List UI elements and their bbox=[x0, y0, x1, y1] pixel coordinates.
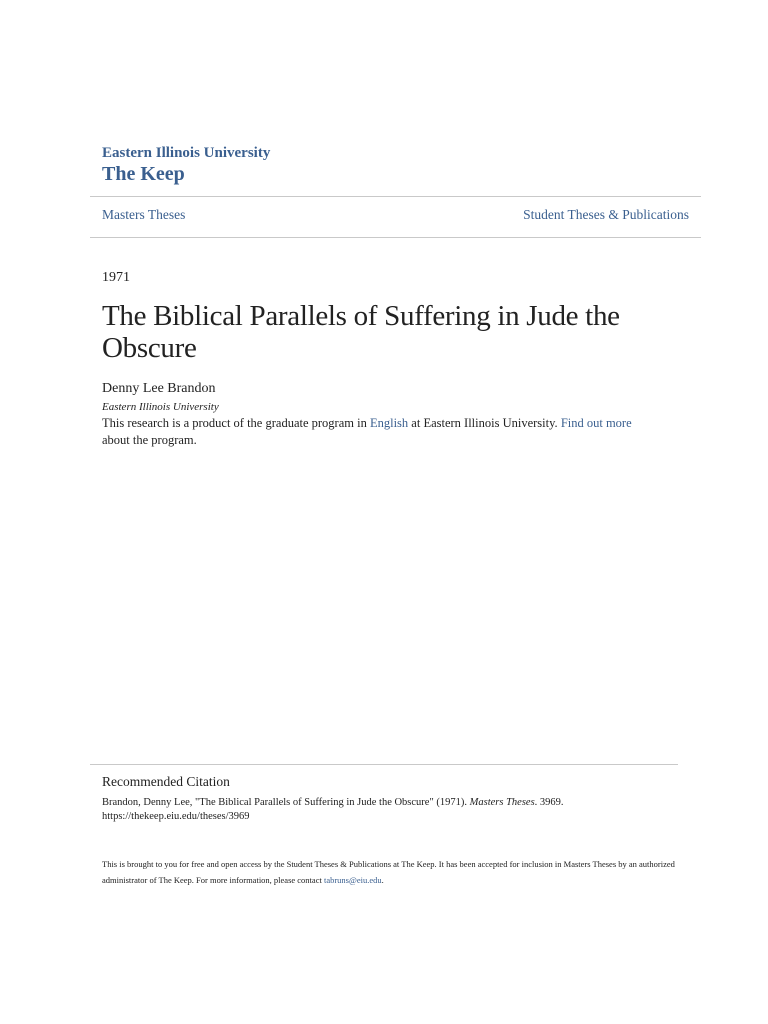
publication-year: 1971 bbox=[102, 270, 130, 285]
citation-heading: Recommended Citation bbox=[102, 774, 230, 789]
program-statement bbox=[102, 415, 662, 449]
author-name: Denny Lee Brandon bbox=[102, 381, 216, 396]
nav-top-rule bbox=[90, 196, 701, 197]
citation-text bbox=[102, 796, 662, 824]
english-program-link[interactable]: English bbox=[369, 416, 409, 430]
access-footer bbox=[102, 856, 682, 888]
masters-theses-link[interactable]: Masters Theses bbox=[102, 207, 186, 222]
program-text-start: This research is a product of the graduate program in bbox=[102, 416, 370, 430]
find-out-more-link[interactable]: Find out more bbox=[560, 416, 632, 430]
citation-text-end: . 3969. bbox=[534, 797, 564, 808]
program-text-end: about the program. bbox=[102, 433, 197, 447]
citation-url: https://thekeep.eiu.edu/theses/3969 bbox=[102, 811, 250, 822]
nav-bottom-rule bbox=[90, 237, 701, 238]
program-text-middle: at Eastern Illinois University. bbox=[408, 416, 561, 430]
citation-rule bbox=[90, 764, 678, 765]
thesis-title: The Biblical Parallels of Suffering in Jude the Obscure bbox=[102, 300, 620, 364]
footer-text: This is brought to you for free and open access by the Student Theses & Publications at The Keep. It has been accepted for inclusion in Masters Theses by an authorized administrator of The Keep. For more information, please contact bbox=[102, 859, 675, 885]
institution-name[interactable]: Eastern Illinois University bbox=[102, 145, 271, 161]
contact-email-link[interactable]: tabruns@eiu.edu bbox=[323, 875, 382, 885]
repository-name[interactable]: The Keep bbox=[102, 163, 185, 185]
author-affiliation: Eastern Illinois University bbox=[102, 401, 219, 413]
student-theses-link[interactable]: Student Theses & Publications bbox=[523, 207, 689, 222]
citation-text-start: Brandon, Denny Lee, "The Biblical Parallels of Suffering in Jude the Obscure" (1971). bbox=[102, 797, 470, 808]
repository-header bbox=[102, 144, 270, 186]
footer-end: . bbox=[381, 875, 384, 885]
citation-series: Masters Theses bbox=[469, 797, 535, 808]
